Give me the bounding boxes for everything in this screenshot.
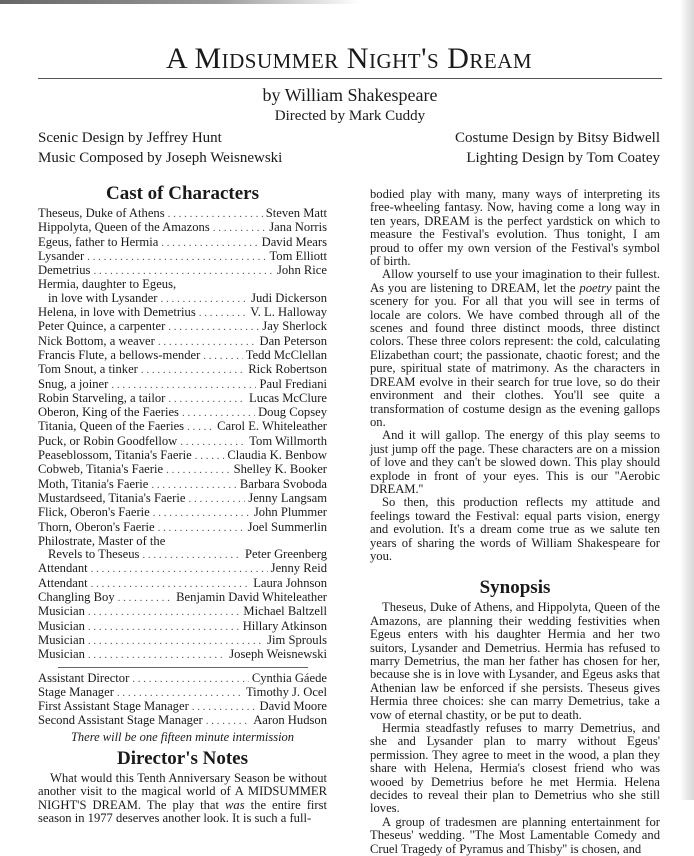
leader-dots (206, 715, 250, 728)
cast-actor: Carol E. Whiteleather (217, 419, 327, 434)
play-title: A Midsummer Night's Dream (165, 42, 533, 75)
directors-notes-paragraph (38, 772, 327, 826)
cast-role: Flick, Oberon's Faerie (38, 505, 150, 520)
cast-row (38, 591, 327, 605)
cast-row (38, 672, 327, 686)
cast-actor: Michael Baltzell (243, 604, 327, 619)
author-byline: by William Shakespeare (262, 85, 438, 105)
leader-dots (142, 549, 242, 562)
cast-row (38, 686, 327, 700)
directors-notes-paragraph: And it will gallop. The energy of this play seems to just jump off the page. These characters are on a mission of love and they can't be slowed down. This play should explode in front of your eyes. This is our ''Aerobic DREAM.'' (370, 428, 660, 496)
cast-role: Revels to Theseus (48, 547, 140, 562)
title-rule (38, 78, 662, 79)
cast-role: Attendant (38, 561, 88, 576)
cast-row (38, 521, 327, 535)
cast-actor: Hillary Atkinson (242, 618, 327, 633)
cast-role: Thorn, Oberon's Faerie (38, 519, 155, 534)
cast-actor: Barbara Svoboda (239, 476, 327, 491)
cast-row (38, 435, 327, 449)
leader-dots (88, 649, 226, 662)
synopsis-body (370, 601, 660, 856)
cast-row (38, 463, 327, 477)
cast-actor: David Moore (259, 699, 327, 714)
directors-notes-heading: Director's Notes (116, 747, 248, 769)
leader-dots (151, 479, 237, 492)
cast-role: Titania, Queen of the Faeries (38, 419, 185, 434)
cast-actor: Cynthia Gáede (251, 670, 327, 685)
leader-dots (161, 237, 258, 250)
leader-dots (141, 364, 245, 377)
cast-row (38, 700, 327, 714)
cast-role: Musician (38, 618, 85, 633)
leader-dots (192, 701, 257, 714)
cast-actor: John Rice (276, 263, 327, 278)
cast-row (38, 648, 327, 662)
page-top-shadow (0, 0, 360, 4)
directors-notes-paragraph (370, 268, 660, 429)
cast-role: Puck, or Robin Goodfellow (38, 433, 178, 448)
leader-dots (213, 222, 267, 235)
cast-actor: Jenny Langsam (248, 490, 327, 505)
cast-divider (58, 667, 308, 668)
leader-dots (180, 436, 246, 449)
cast-role: Hippolyta, Queen of the Amazons (38, 220, 210, 235)
cast-role: Peter Quince, a carpenter (38, 319, 166, 334)
leader-dots (88, 635, 264, 648)
cast-role: First Assistant Stage Manager (38, 699, 189, 714)
intermission-note: There will be one fifteen minute intermission (70, 729, 295, 744)
cast-row (38, 363, 327, 377)
leader-dots (117, 687, 243, 700)
leader-dots (188, 493, 245, 506)
cast-row (38, 562, 327, 576)
cast-actor: David Mears (261, 234, 327, 249)
cast-role: Oberon, King of the Faeries (38, 405, 179, 420)
directors-notes-paragraph: So then, this production reflects my attitude and feelings toward the Festival: equal parts vision, energy and evolution. It's a dream come true as we salute ten years of sharing the words of William Shakespeare for you. (370, 495, 660, 563)
leader-dots (187, 421, 214, 434)
directors-notes-paragraph: bodied play with many, many ways of interpreting its free-wheeling fantasy. Now, having come a long way in ten years, DREAM is the perfect yardstick on which to measure the Festival's evolution. Thus tonight, I am proud to offer my own version of the Festival's symbol of birth. (370, 187, 660, 269)
cast-row (38, 392, 327, 406)
cast-role: Lysander (38, 248, 85, 263)
cast-row (38, 349, 327, 363)
cast-actor: Jay Sherlock (262, 319, 327, 334)
cast-role: Musician (38, 604, 85, 619)
leader-dots (91, 578, 251, 591)
leader-dots (168, 321, 259, 334)
cast-actor: Tom Elliott (269, 248, 327, 263)
cast-role: Peaseblossom, Titania's Faerie (38, 448, 192, 463)
cast-role: Helena, in love with Demetrius (38, 305, 196, 320)
cast-row (38, 548, 327, 562)
directors-notes-start (38, 772, 327, 826)
cast-role: Assistant Director (38, 670, 130, 685)
cast-actor: Jana Norris (269, 220, 327, 235)
credits-left (38, 128, 282, 168)
cast-row (38, 506, 327, 520)
cast-role: Changling Boy (38, 590, 115, 605)
cast-actor: Peter Greenberg (245, 547, 327, 562)
cast-row (38, 406, 327, 420)
text-run: What would this Tenth Anniversary Season be without another visit to the magical world of A MIDSUMMER NIGHT'S DREAM. The play that (38, 770, 327, 812)
cast-row (38, 620, 327, 634)
cast-role: Musician (38, 647, 85, 662)
cast-role: Stage Manager (38, 684, 114, 699)
synopsis-paragraph: A group of tradesmen are planning entertainment for Theseus' wedding. ''The Most Lamentable Comedy and Cruel Tragedy of Pyramus and Thisby'' is chosen, and (370, 814, 660, 856)
cast-actor: Rick Robertson (248, 362, 327, 377)
cast-role: in love with Lysander (48, 290, 158, 305)
cast-row (38, 306, 327, 320)
text-run: the entire first season in 1977 deserves another look. It is such a full- (38, 797, 327, 825)
cast-role: Moth, Titania's Faerie (38, 476, 149, 491)
page-binding-edge (680, 0, 694, 800)
cast-role: Demetrius (38, 263, 91, 278)
cast-row (38, 605, 327, 619)
cast-heading: Cast of Characters (105, 183, 259, 204)
leader-dots (88, 606, 241, 619)
cast-actor: Aaron Hudson (253, 713, 327, 728)
emphasis: was (225, 797, 245, 812)
cast-role-line: Hermia, daughter to Egeus, (38, 277, 177, 292)
cast-actor: Steven Matt (265, 206, 327, 220)
cast-role: Attendant (38, 575, 88, 590)
cast-actor: Claudia K. Benbow (227, 448, 327, 463)
leader-dots (199, 307, 248, 320)
leader-dots (132, 673, 249, 686)
cast-role: Egeus, father to Hermia (38, 234, 159, 249)
cast-actor: Jenny Reid (270, 561, 327, 576)
cast-actor: John Plummer (253, 505, 327, 520)
cast-row (38, 236, 327, 250)
cast-role: Mustardseed, Titania's Faerie (38, 490, 186, 505)
cast-row (38, 478, 327, 492)
cast-actor: Lucas McClure (249, 390, 327, 405)
leader-dots (91, 563, 268, 576)
cast-role: Snug, a joiner (38, 376, 109, 391)
cast-row (38, 420, 327, 434)
synopsis-paragraph: Theseus, Duke of Athens, and Hippolyta, Queen of the Amazons, are planning their wedding festivities when Egeus enters with his daughter Hermia and her two suitors, Lysander and Demetrius. Hermia has refused to marry Demetrius, the man her father has chosen for her, because she is in love with Lysander, and Egeus asks that Athenian law be enforced if she persists. Theseus gives Hermia three choices: she can marry Demetrius, take a vow of eternal chastity, or be put to death. (370, 600, 660, 722)
right-column (370, 188, 660, 856)
cast-actor: Timothy J. Ocel (245, 684, 327, 699)
cast-row (38, 292, 327, 306)
leader-dots (87, 251, 266, 264)
cast-row (38, 492, 327, 506)
cast-row (38, 634, 327, 648)
cast-role: Francis Flute, a bellows-mender (38, 347, 201, 362)
credits-right (455, 128, 660, 168)
cast-actor: Tedd McClellan (245, 347, 327, 362)
leader-dots (166, 464, 231, 477)
cast-list (38, 207, 327, 663)
cast-row (38, 221, 327, 235)
cast-row (38, 207, 327, 221)
cast-row (38, 320, 327, 334)
emphasis: poetry (579, 280, 612, 295)
cast-actor: Tom Willmorth (249, 433, 327, 448)
cast-actor: Judi Dickerson (251, 290, 327, 305)
cast-role: Theseus, Duke of Athens (38, 206, 165, 220)
credit-costume-design: Costume Design by Bitsy Bidwell (454, 130, 660, 146)
leader-dots (158, 522, 245, 535)
cast-role: Musician (38, 632, 85, 647)
cast-actor: V. L. Halloway (250, 305, 327, 320)
credit-music: Music Composed by Joseph Weisnewski (38, 150, 283, 166)
cast-actor: Shelley K. Booker (233, 462, 327, 477)
left-column (38, 183, 327, 825)
cast-row (38, 577, 327, 591)
cast-row (38, 264, 327, 278)
leader-dots (195, 450, 225, 463)
synopsis-heading: Synopsis (479, 577, 551, 599)
cast-actor: Paul Frediani (259, 376, 327, 391)
leader-dots (168, 393, 246, 406)
cast-actor: Doug Copsey (258, 405, 327, 420)
leader-dots (88, 621, 240, 634)
leader-dots (158, 336, 257, 349)
credit-scenic-design: Scenic Design by Jeffrey Hunt (38, 130, 222, 146)
directors-notes-continued (370, 188, 660, 563)
cast-actor: Joseph Weisnewski (229, 647, 327, 662)
leader-dots (160, 293, 248, 306)
leader-dots (118, 592, 174, 605)
crew-list (38, 672, 327, 729)
text-run: Allow yourself to use your imagination to their fullest. As you are listening to DREAM, let the (370, 267, 660, 295)
leader-dots (153, 507, 251, 520)
cast-actor: Laura Johnson (253, 575, 327, 590)
synopsis-paragraph: Hermia steadfastly refuses to marry Demetrius, and she and Lysander plan to marry without Egeus' permission. They agree to meet in the wood, a plan they share with Helena, Hermia's closest friend who was wooed by Demetrius before he met Hermia. Helena decides to reveal their plan to Demetrius who she still loves. (370, 721, 660, 816)
cast-role: Second Assistant Stage Manager (38, 713, 203, 728)
leader-dots (111, 379, 256, 392)
leader-dots (182, 407, 255, 420)
leader-dots (168, 208, 263, 221)
cast-row (38, 714, 327, 728)
director-credit: Directed by Mark Cuddy (274, 108, 426, 124)
cast-row (38, 449, 327, 463)
text-run: paint the scenery for you. For all that you will see in terms of locale are colors. We have combed through all of the scenes and found three distinct moods, three distinct colors. These three colors represent: the cold, calculating Elizabethan court; the passionate, chaotic forest; and the pure, spiritual state of matrimony. As the characters in DREAM evolve in their search for true love, so do their environment and their clothes. You'll see quite a transformation of costume design as the evening gallops on. (370, 280, 660, 429)
credit-lighting-design: Lighting Design by Tom Coatey (466, 150, 660, 166)
cast-actor: Benjamin David Whiteleather (176, 590, 327, 605)
cast-row (38, 378, 327, 392)
cast-actor: Dan Peterson (259, 333, 327, 348)
cast-actor: Joel Summerlin (247, 519, 327, 534)
cast-role: Robin Starveling, a tailor (38, 390, 166, 405)
cast-role: Tom Snout, a tinker (38, 362, 138, 377)
cast-actor: Jim Sprouls (267, 632, 327, 647)
leader-dots (93, 265, 274, 278)
cast-role-line: Philostrate, Master of the (38, 533, 166, 548)
cast-row (38, 250, 327, 264)
cast-role: Cobweb, Titania's Faerie (38, 462, 164, 477)
cast-row (38, 335, 327, 349)
leader-dots (203, 350, 242, 363)
cast-role: Nick Bottom, a weaver (38, 333, 155, 348)
